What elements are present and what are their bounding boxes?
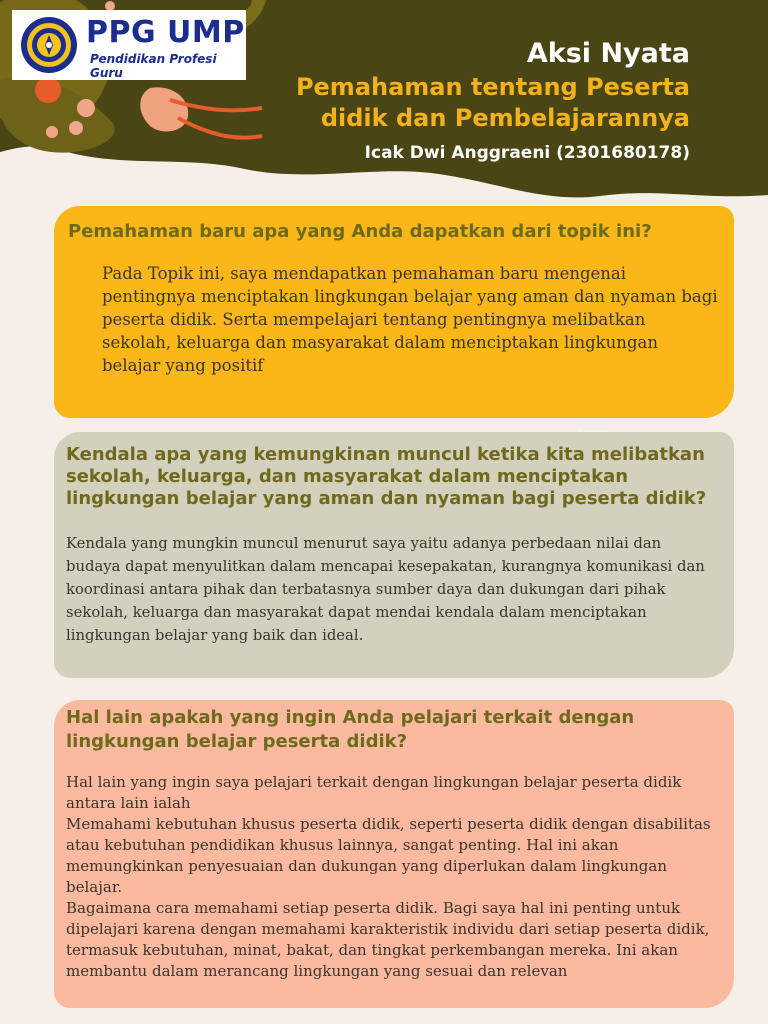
- card-question: Kendala apa yang kemungkinan muncul ketika kita melibatkan sekolah, keluarga, dan masyarakat dalam menciptakan lingkungan belajar yang aman dan nyaman bagi peserta didik?: [66, 444, 707, 509]
- university-seal-icon: [20, 16, 78, 74]
- decor-dot-icon: [35, 77, 61, 103]
- page-title: Aksi Nyata: [526, 38, 690, 69]
- reflection-card-new-understanding: [54, 206, 734, 418]
- logo: [12, 10, 246, 80]
- card-question: Hal lain apakah yang ingin Anda pelajari terkait dengan lingkungan belajar peserta didik?: [66, 707, 635, 752]
- card-answer: Pada Topik ini, saya mendapatkan pemahaman baru mengenai pentingnya menciptakan lingkungan belajar yang aman dan nyaman bagi peserta didik. Serta mempelajari tentang pentingnya melibatkan sekolah, keluarga dan masyarakat dalam menciptakan lingkungan belajar yang positif: [102, 264, 718, 375]
- author-name: Icak Dwi Anggraeni (2301680178): [364, 143, 690, 163]
- card-question: Pemahaman baru apa yang Anda dapatkan dari topik ini?: [68, 221, 652, 242]
- page-subtitle: Pemahaman tentang Peserta didik dan Pembelajarannya: [295, 73, 690, 132]
- reflection-card-obstacles: [54, 432, 734, 678]
- card-answer: Kendala yang mungkin muncul menurut saya yaitu adanya perbedaan nilai dan budaya dapat menyulitkan dalam mencapai kesepakatan, kurangnya komunikasi dan koordinasi antara pihak dan terbatasnya sumber daya dan dukungan dari pihak sekolah, keluarga dan masyarakat dapat mendai kendala dalam menciptakan lingkungan belajar yang baik dan ideal.: [66, 535, 705, 644]
- logo-subtitle: Pendidikan Profesi Guru: [90, 52, 217, 80]
- card-answer: Hal lain yang ingin saya pelajari terkait dengan lingkungan belajar peserta didik antara lain ialah Memahami kebutuhan khusus peserta didik, seperti peserta didik dengan disabilitas atau kebutuhan pendidikan khusus lainnya, sangat penting. Hal ini akan memungkinkan penyesuaian dan dukungan yang diperlukan dalam lingkungan belajar. Bagaimana cara memahami setiap peserta didik. Bagi saya hal ini penting untuk dipelajari karena dengan memahami karakteristik individu dari setiap peserta didik, termasuk kebutuhan, minat, bakat, dan tingkat perkembangan mereka. Ini akan membantu dalam merancang lingkungan yang sesuai dan relevan: [66, 773, 711, 980]
- logo-name: PPG UMP: [86, 15, 245, 50]
- reflection-card-further-learning: [54, 700, 734, 1008]
